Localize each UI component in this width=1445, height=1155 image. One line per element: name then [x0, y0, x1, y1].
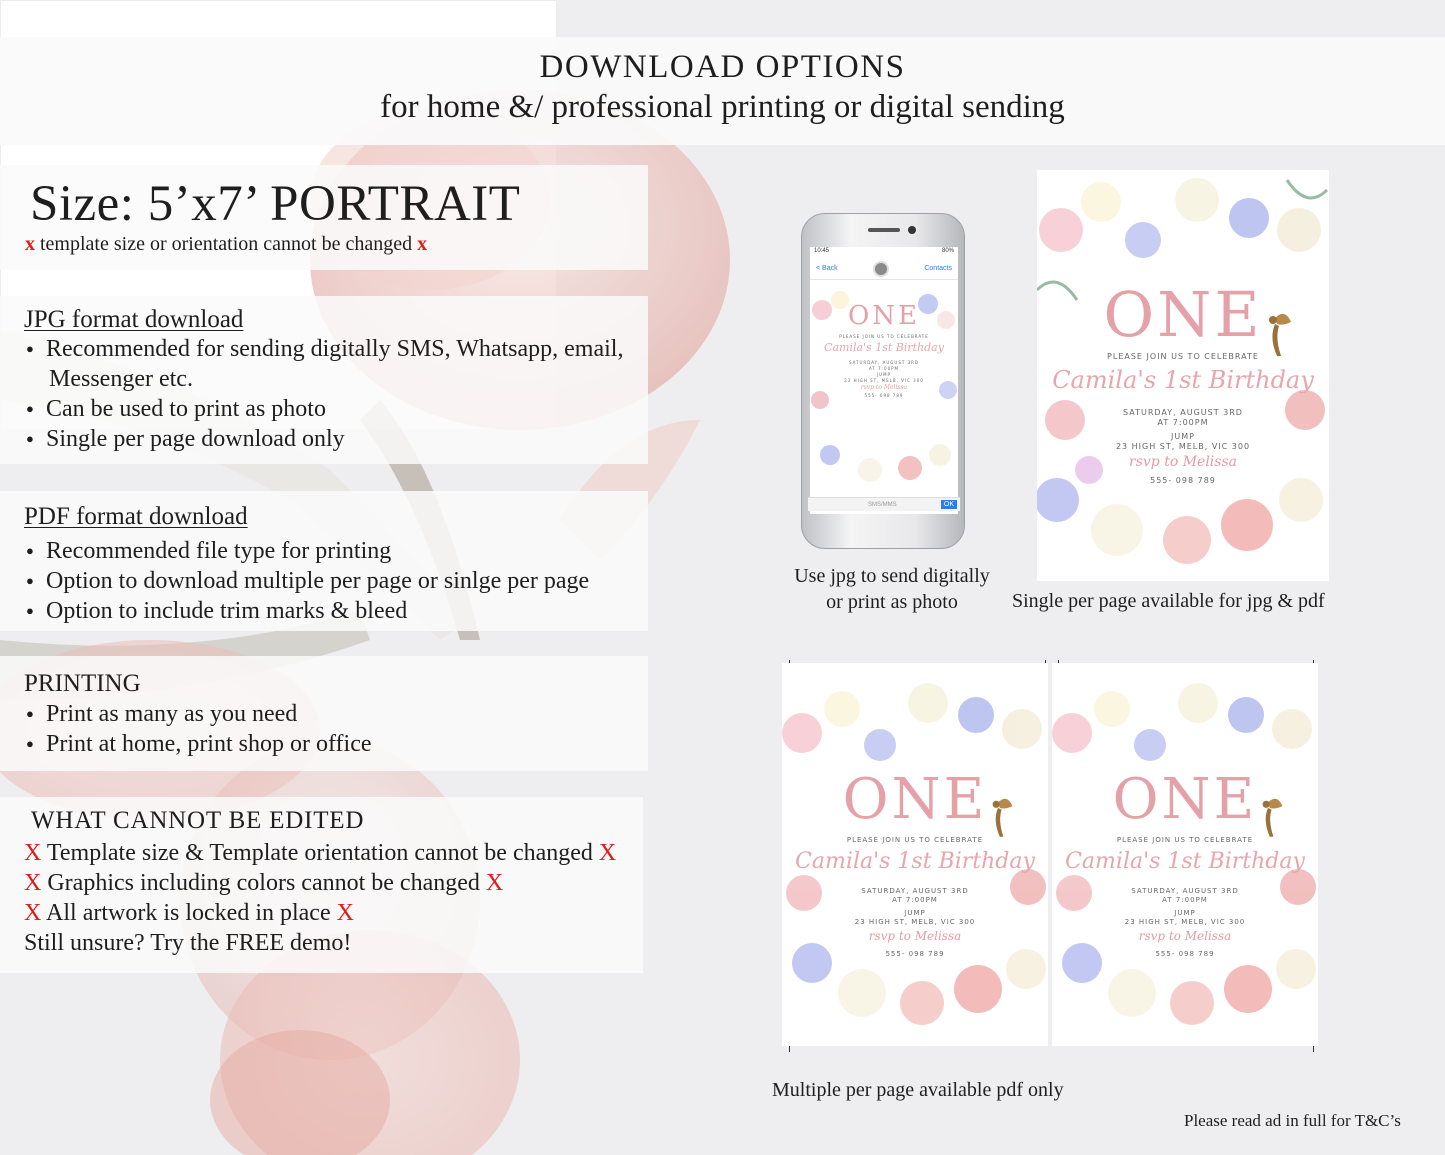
single-caption: Single per page available for jpg & pdf: [1012, 590, 1325, 612]
phone-status-bar: 10:45 80%: [814, 248, 954, 254]
list-item: ● Single per page download only: [24, 424, 623, 454]
list-item: Messenger etc.: [49, 366, 193, 392]
x-mark-icon: X: [24, 900, 42, 926]
list-item: X Template size & Template orientation cannot be changed X: [24, 840, 617, 866]
list-item: X Graphics including colors cannot be changed X: [24, 870, 504, 896]
list-item: ● Can be used to print as photo: [24, 394, 623, 424]
cannot-edit-heading: WHAT CANNOT BE EDITED: [31, 807, 365, 834]
header-band: [0, 37, 1445, 145]
list-item: ● Recommended file type for printing: [24, 536, 589, 566]
phone-caption: Use jpg to send digitally or print as photo: [794, 565, 990, 613]
jpg-heading: JPG format download: [24, 306, 244, 333]
printing-heading: PRINTING: [24, 670, 141, 697]
demo-line: Still unsure? Try the FREE demo!: [24, 930, 352, 956]
page-title: DOWNLOAD OPTIONS: [539, 49, 906, 85]
list-item: ● Option to download multiple per page or sinlge per page: [24, 566, 589, 596]
x-mark-icon: X: [598, 840, 617, 866]
size-note-text: template size or orientation cannot be changed: [40, 233, 413, 255]
pdf-heading: PDF format download: [24, 503, 248, 530]
printing-panel: [0, 656, 648, 771]
printing-list: [24, 699, 372, 759]
terms-note: Please read ad in full for T&C’s: [1184, 1111, 1401, 1130]
jpg-list: [24, 334, 623, 454]
size-title: Size: 5’x7’ PORTRAIT: [30, 176, 521, 232]
phone-message-input: SMS/MMS OK: [808, 497, 960, 511]
x-mark-icon: X: [336, 900, 354, 926]
multi-caption: Multiple per page available pdf only: [772, 1079, 1064, 1101]
list-item: ● Option to include trim marks & bleed: [24, 596, 589, 626]
phone-camera-icon: [908, 226, 916, 234]
multi-invitation-card-2: ONE PLEASE JOIN US TO CELEBRATE Camila's 1st Birthday SATURDAY, AUGUST 3RD AT 7:00PM JUMP 23 HIGH ST, MELB, VIC 300 rsvp to Melissa 555- 098 789: [1052, 663, 1318, 1046]
list-item: ● Recommended for sending digitally SMS, Whatsapp, email,: [24, 334, 623, 364]
list-item: X All artwork is locked in place X: [24, 900, 354, 926]
avatar-icon: [873, 261, 889, 277]
list-item: ● Print as many as you need: [24, 699, 372, 729]
cannot-edit-panel: [0, 797, 643, 973]
phone-speaker: [868, 228, 900, 232]
phone-nav-bar: [810, 258, 958, 280]
size-note: [25, 233, 427, 256]
page-subtitle: for home &/ professional printing or digital sending: [380, 89, 1065, 125]
pdf-panel: [0, 491, 648, 631]
pdf-list: [24, 536, 589, 626]
phone-mockup: [801, 213, 965, 549]
x-mark-icon: X: [24, 840, 42, 866]
x-mark-icon: X: [485, 870, 504, 896]
x-mark-icon: x: [417, 233, 428, 255]
single-invitation-card: ONE PLEASE JOIN US TO CELEBRATE Camila's 1st Birthday SATURDAY, AUGUST 3RD AT 7:00PM JUMP 23 HIGH ST, MELB, VIC 300 rsvp to Melissa 555- 098 789: [1037, 170, 1329, 581]
multi-invitation-card-1: ONE PLEASE JOIN US TO CELEBRATE Camila's 1st Birthday SATURDAY, AUGUST 3RD AT 7:00PM JUMP 23 HIGH ST, MELB, VIC 300 rsvp to Melissa 555- 098 789: [782, 663, 1048, 1046]
list-item: ● Print at home, print shop or office: [24, 729, 372, 759]
size-panel: [0, 165, 648, 270]
x-mark-icon: x: [25, 233, 35, 255]
jpg-panel: [0, 296, 648, 464]
cannot-edit-list: [24, 838, 616, 958]
ok-button: OK: [941, 500, 957, 509]
x-mark-icon: X: [24, 870, 42, 896]
contacts-link: Contacts: [924, 265, 952, 272]
back-link: < Back: [816, 265, 838, 272]
phone-screen: 10:45 80% < Back Contacts ONE PLEASE JOIN US TO CELEBRATE Camila's 1st Birthday SATURDAY, AUGUST 3RD AT 7:00PM JUMP 23 HIGH ST, MELB, VIC 300 rsvp to Melissa 555- 098 789: [810, 247, 958, 514]
